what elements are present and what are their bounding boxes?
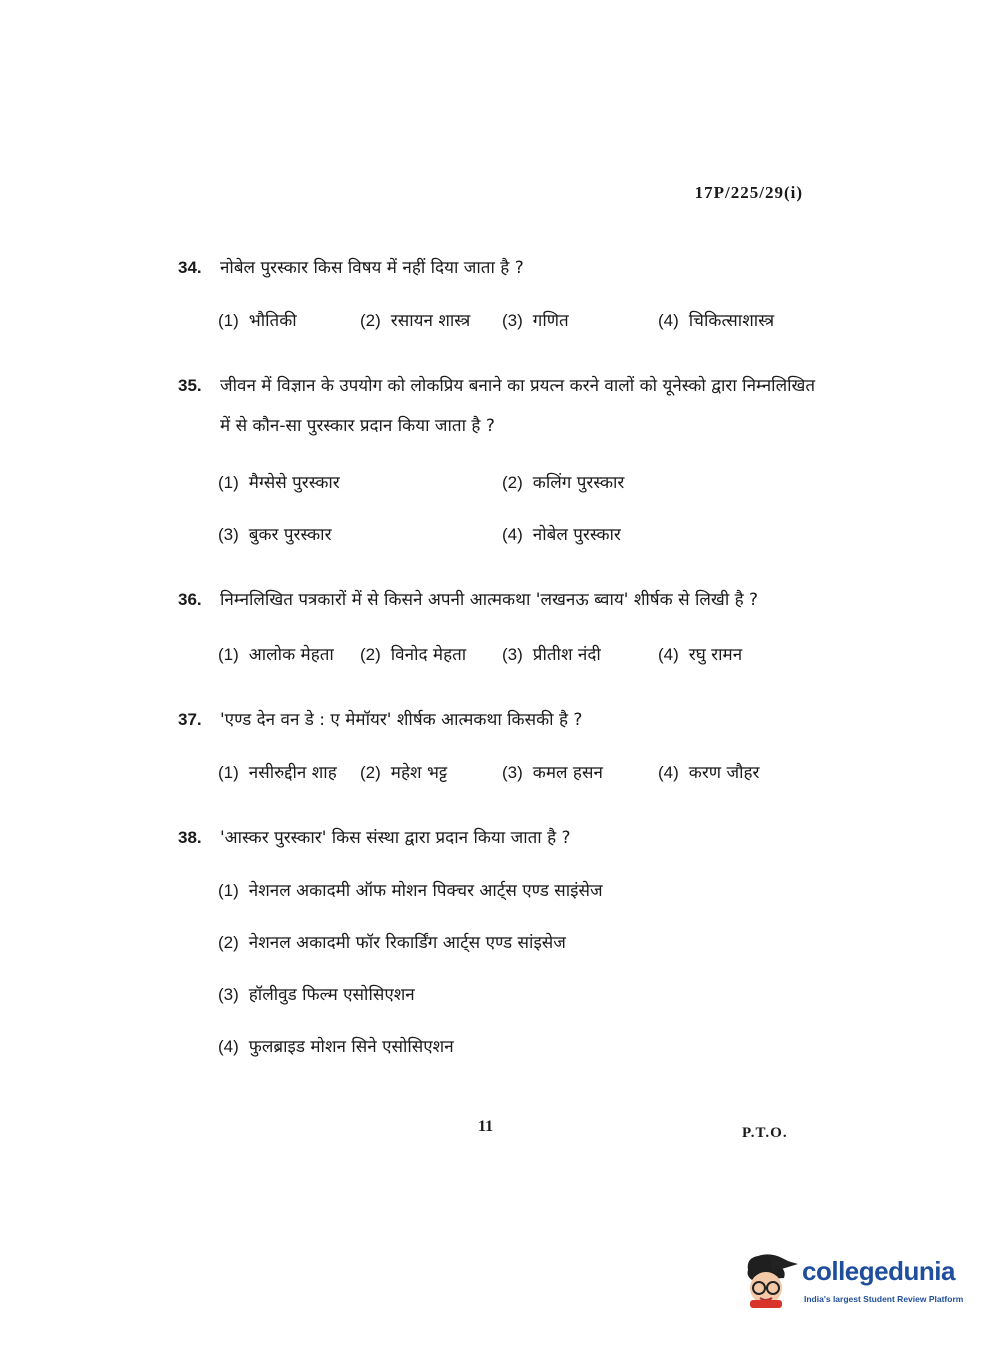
option-1: (1) भौतिकी xyxy=(218,311,297,331)
option-3: (3) हॉलीवुड फिल्म एसोसिएशन xyxy=(218,985,415,1005)
page-number: 11 xyxy=(478,1118,494,1135)
question-34 xyxy=(178,248,818,288)
question-number: 38. xyxy=(178,828,202,847)
option-3: (3) प्रीतीश नंदी xyxy=(502,645,601,665)
question-number: 34. xyxy=(178,258,202,277)
question-number: 37. xyxy=(178,710,202,729)
question-number: 35. xyxy=(178,376,202,395)
question-text: 'एण्ड देन वन डे : ए मेमॉयर' शीर्षक आत्मकथा किसकी है ? xyxy=(220,710,583,730)
brand-tagline: India's largest Student Review Platform xyxy=(804,1294,964,1304)
brand-name: collegedunia xyxy=(802,1256,955,1286)
question-37 xyxy=(178,700,818,740)
option-1: (1) नेशनल अकादमी ऑफ मोशन पिक्चर आर्ट्स एण्ड साइंसेज xyxy=(218,881,603,901)
question-38 xyxy=(178,818,818,858)
option-2: (2) रसायन शास्त्र xyxy=(360,311,471,331)
question-35 xyxy=(178,366,818,446)
option-2: (2) महेश भट्ट xyxy=(360,763,448,783)
question-number: 36. xyxy=(178,590,202,609)
option-4: (4) नोबेल पुरस्कार xyxy=(502,525,621,545)
option-1: (1) नसीरुद्दीन शाह xyxy=(218,763,337,783)
question-text: निम्नलिखित पत्रकारों में से किसने अपनी आत्मकथा 'लखनऊ ब्वाय' शीर्षक से लिखी है ? xyxy=(220,590,759,610)
option-2: (2) विनोद मेहता xyxy=(360,645,467,665)
option-4: (4) फुलब्राइड मोशन सिने एसोसिएशन xyxy=(218,1037,454,1057)
option-1: (1) मैग्सेसे पुरस्कार xyxy=(218,473,340,493)
option-2: (2) नेशनल अकादमी फॉर रिकार्डिंग आर्ट्स एण्ड सांइसेज xyxy=(218,933,566,953)
brand-logo xyxy=(742,1250,972,1310)
option-3: (3) कमल हसन xyxy=(502,763,603,783)
option-3: (3) गणित xyxy=(502,311,569,331)
paper-code: 17P/225/29(i) xyxy=(694,183,803,202)
pto-label: P.T.O. xyxy=(742,1125,788,1141)
question-text: नोबेल पुरस्कार किस विषय में नहीं दिया जाता है ? xyxy=(220,258,524,278)
option-2: (2) कलिंग पुरस्कार xyxy=(502,473,625,493)
option-3: (3) बुकर पुरस्कार xyxy=(218,525,332,545)
question-text: 'आस्कर पुरस्कार' किस संस्था द्वारा प्रदान किया जाता है ? xyxy=(220,828,571,848)
question-text: जीवन में विज्ञान के उपयोग को लोकप्रिय बनाने का प्रयत्न करने वालों को यूनेस्को द्वारा निम्नलिखित में से कौन-सा पुरस्कार प्रदान किया जाता है ? xyxy=(220,376,816,436)
option-4: (4) रघु रामन xyxy=(658,645,743,665)
option-4: (4) करण जौहर xyxy=(658,763,760,783)
mascot-icon xyxy=(742,1250,800,1310)
question-36 xyxy=(178,580,818,620)
option-4: (4) चिकित्साशास्त्र xyxy=(658,311,775,331)
option-1: (1) आलोक मेहता xyxy=(218,645,334,665)
